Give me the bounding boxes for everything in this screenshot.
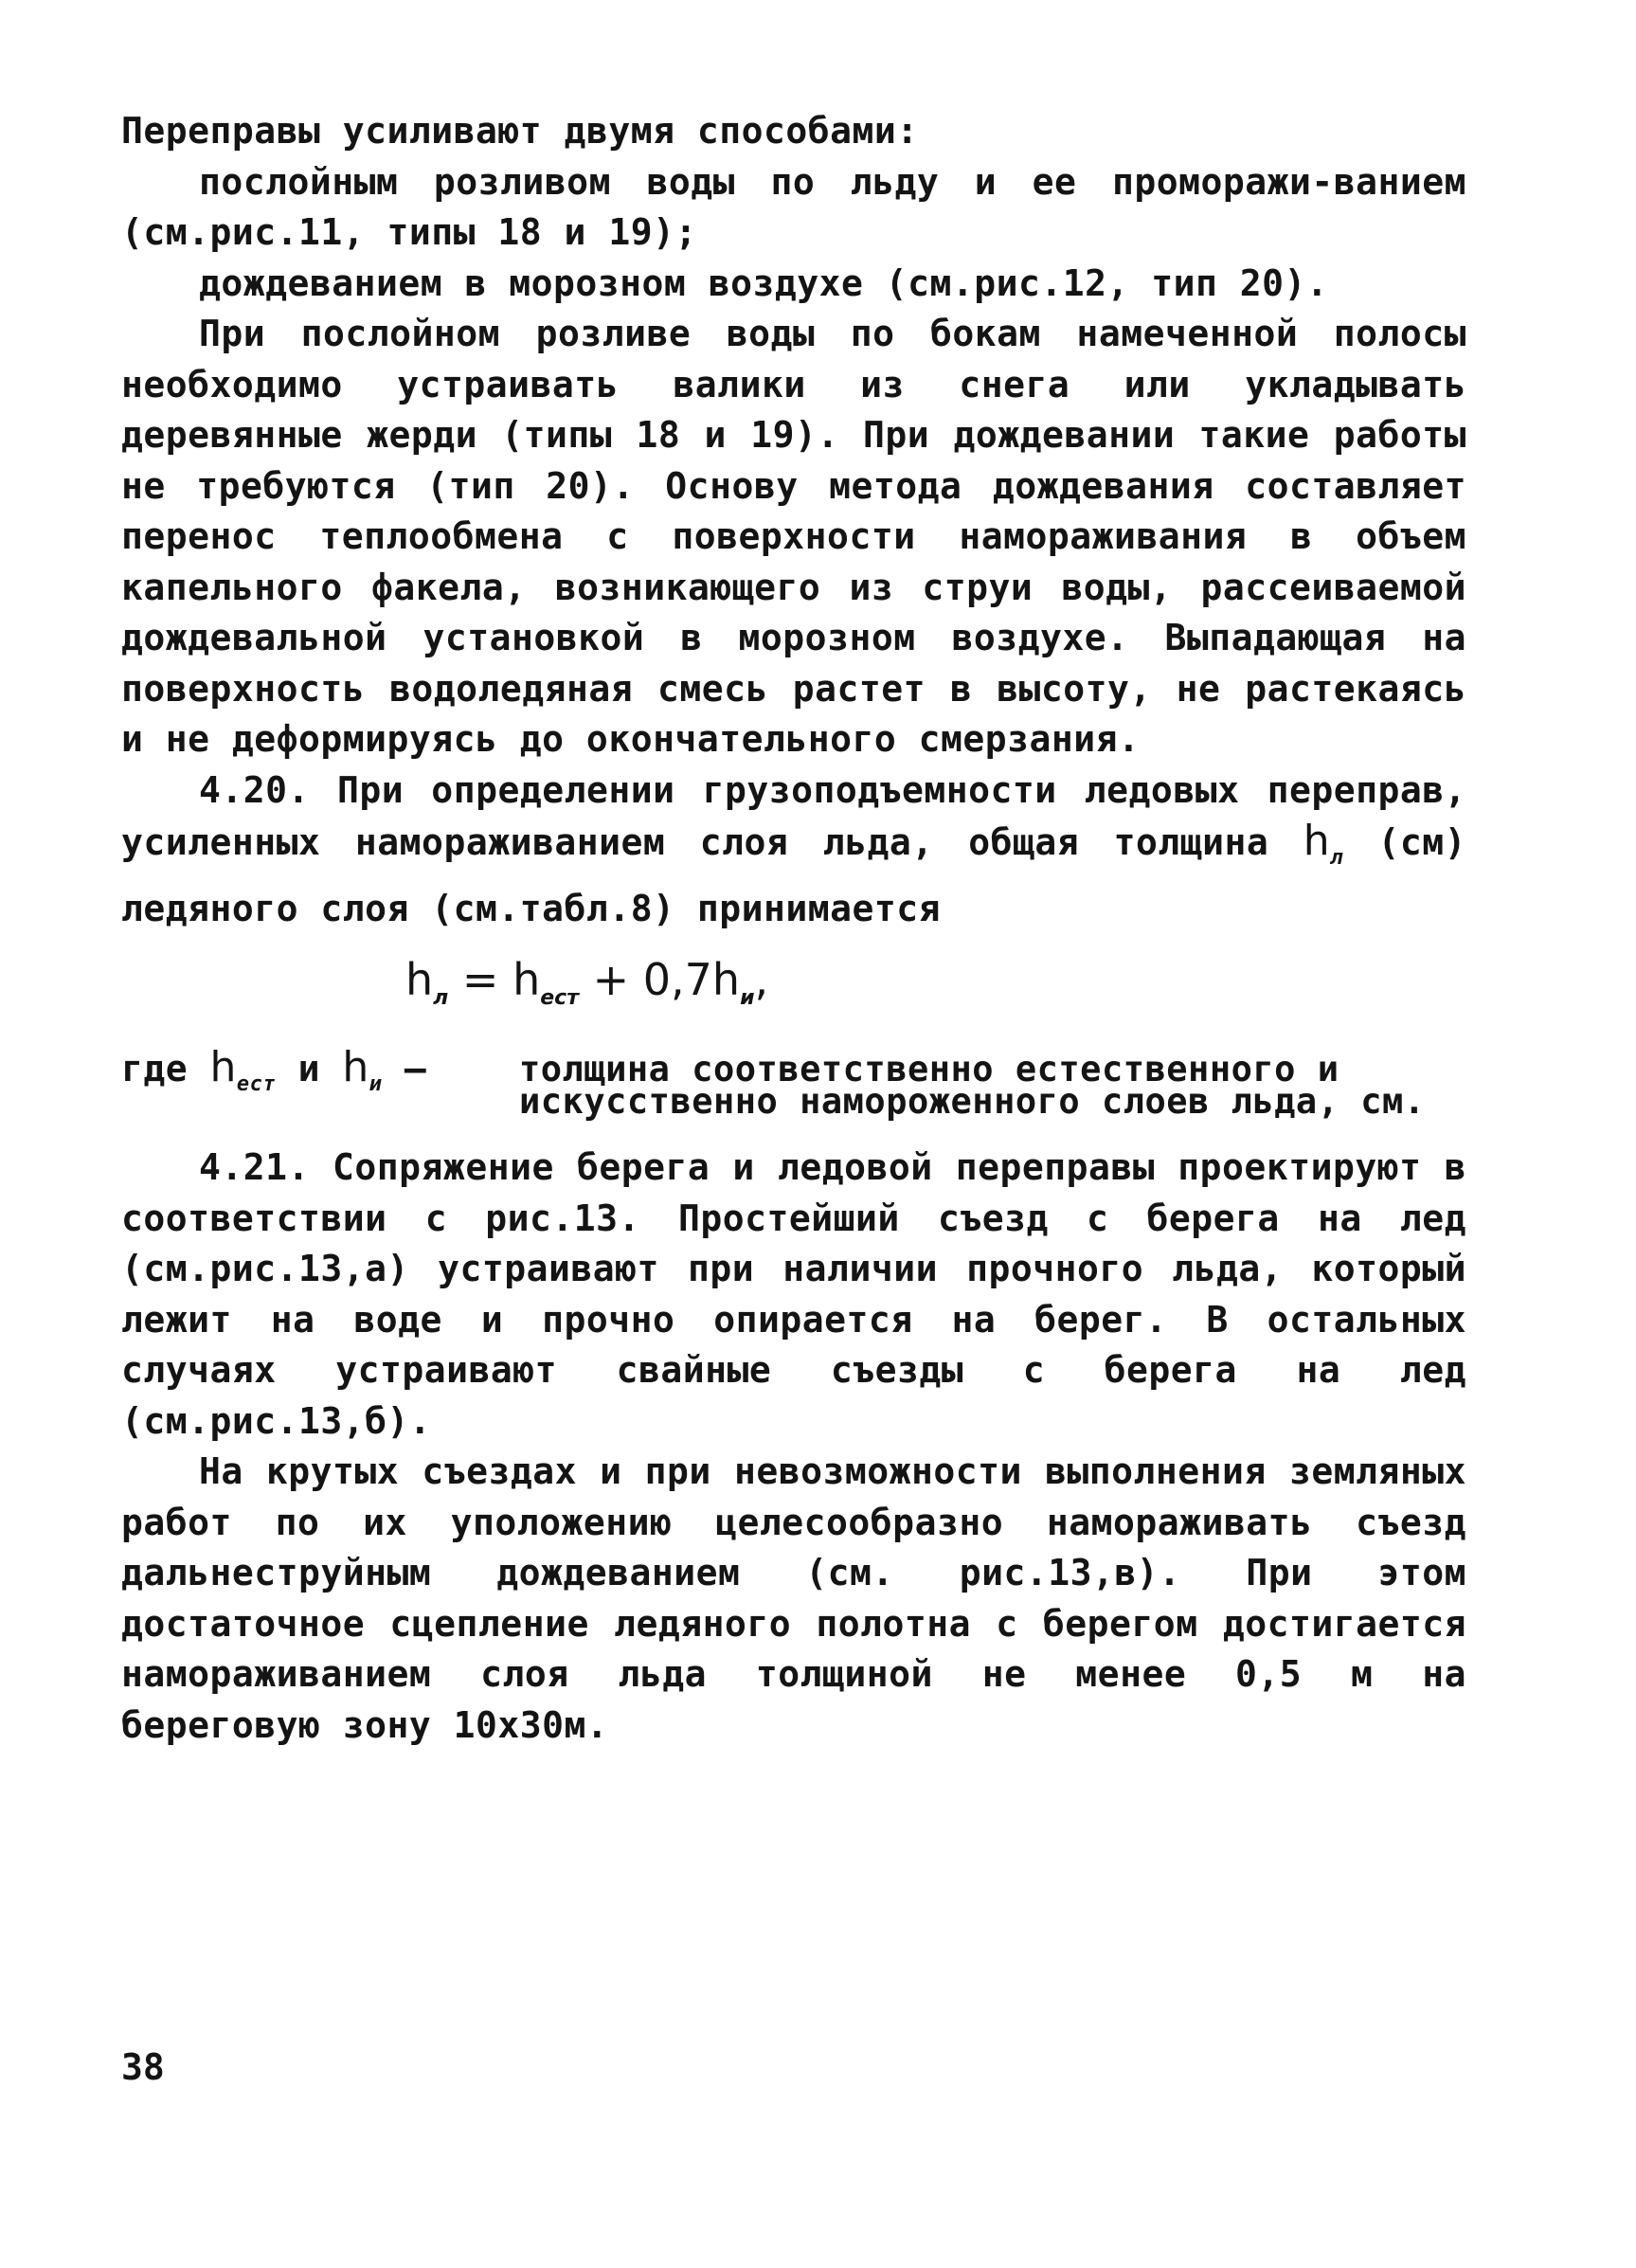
- formula-end: ,: [754, 954, 769, 1005]
- definition-sub-nat: ест: [236, 1072, 277, 1096]
- section-4-20-text-end: (см) ледяного слоя (см.табл.8) принимается: [121, 821, 1466, 929]
- formula-sub-nat: ест: [540, 986, 579, 1010]
- definition-h-nat: h: [209, 1043, 237, 1091]
- paragraph-sprinkling-details: При послойном розливе воды по бокам намеченной полосы необходимо устраивать валики из снега или укладывать деревянные жерди (типы 18 и 19). При дождевании такие работы не требуются (тип 20). Основу метода дождевания составляет перенос теплообмена с поверхности намораживания в объем капельного факела, возникающего из струи воды, рассеиваемой дождевальной установкой в морозном воздухе. Выпадающая на поверхность водоледяная смесь растет в высоту, не растекаясь и не деформируясь до окончательного смерзания.: [121, 313, 1466, 760]
- symbol-sub-total: л: [1330, 846, 1343, 870]
- method-layered: послойным розливом воды по льду и ее проморажи-ванием (см.рис.11, типы 18 и 19);: [121, 160, 1466, 253]
- definition-sub-art: и: [369, 1072, 383, 1096]
- formula-definition: [121, 1042, 1466, 1122]
- paragraph-steep-slopes: На крутых съездах и при невозможности выполнения земляных работ по их уположению целесообразно намораживать съезд дальнеструйным дождеванием (см. рис.13,в). При этом достаточное сцепление ледяного полотна с берегом достигается намораживанием слоя льда толщиной не менее 0,5 м на береговую зону 10х30м.: [121, 1450, 1466, 1746]
- formula-h-art: h: [711, 954, 741, 1005]
- section-4-21: 4.21. Сопряжение берега и ледовой переправы проектируют в соответствии с рис.13. Простейший съезд с берега на лед (см.рис.13,а) устраивают при наличии прочного льда, который лежит на воде и прочно опирается на берег. В остальных случаях устраивают свайные съезды с берега на лед (см.рис.13,б).: [121, 1146, 1466, 1442]
- definition-text: толщина соответственно естественного и искусственно намороженного слоев льда, см.: [519, 1049, 1426, 1122]
- formula-sub-art: и: [740, 986, 755, 1010]
- formula-h: h: [405, 954, 434, 1005]
- formula-sub-total: л: [433, 986, 449, 1010]
- formula-equals: =: [461, 954, 499, 1005]
- definition-dash: –: [404, 1048, 427, 1089]
- document-page: [121, 106, 1466, 1751]
- intro-line: Переправы усиливают двумя способами:: [121, 110, 919, 152]
- definition-and: и: [297, 1048, 320, 1089]
- formula: [405, 951, 1466, 1027]
- section-4-20: [121, 765, 1466, 935]
- formula-plus-coef: + 0,7: [592, 954, 712, 1005]
- definition-terms: [121, 1042, 519, 1118]
- formula-h-nat: h: [512, 954, 541, 1005]
- page-number: 38: [121, 2046, 165, 2088]
- definition-h-art: h: [342, 1043, 369, 1091]
- symbol-h-total: h: [1303, 817, 1331, 865]
- method-sprinkling: дождеванием в морозном воздухе (см.рис.12, тип 20).: [199, 261, 1329, 304]
- section-4-20-text-start: 4.20. При определении грузоподъемности ледовых переправ, усиленных намораживанием слоя льда, общая толщина: [121, 768, 1466, 863]
- definition-where: где: [121, 1048, 189, 1089]
